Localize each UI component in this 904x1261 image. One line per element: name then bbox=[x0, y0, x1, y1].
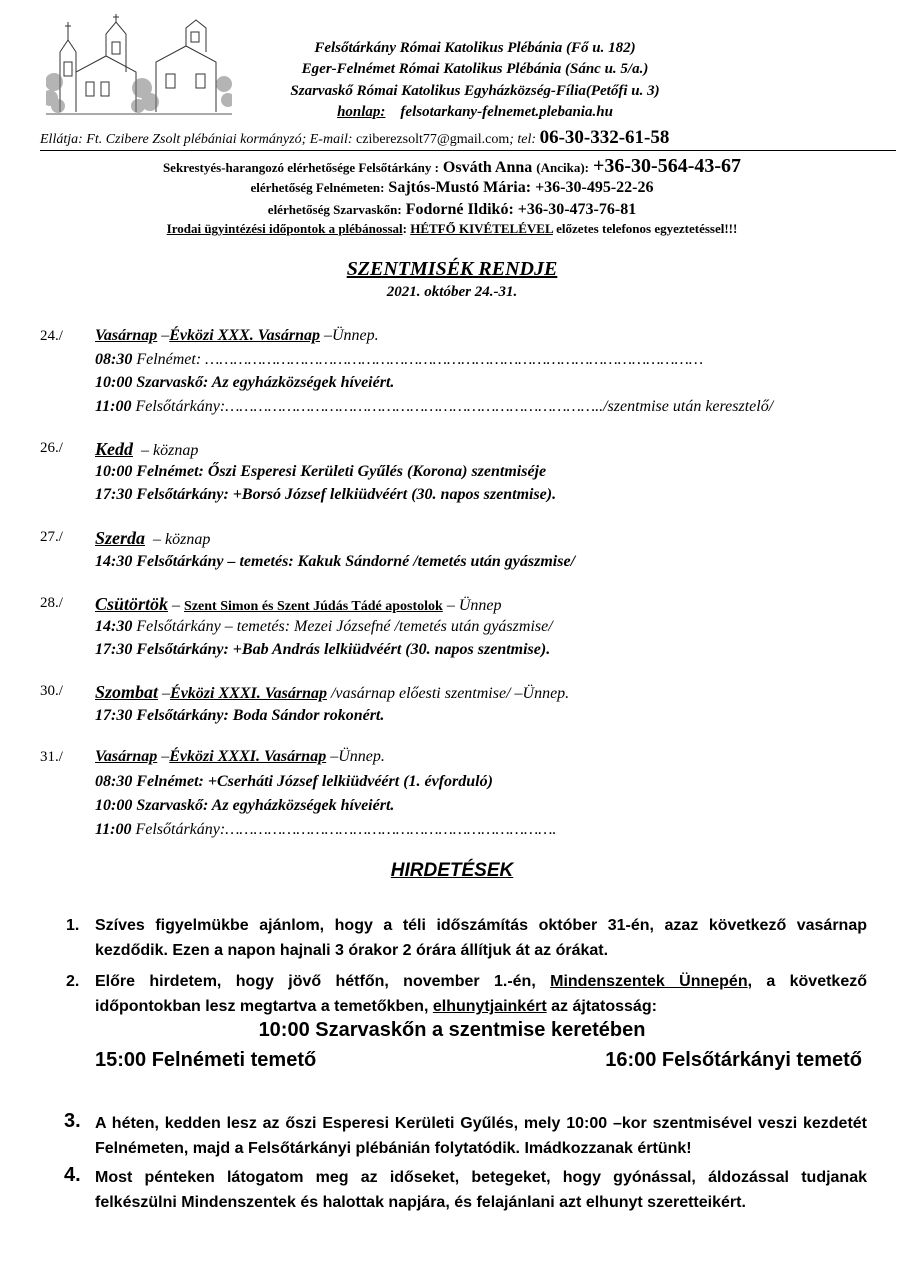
schedule-day-number: 27./ bbox=[40, 529, 63, 545]
announcements-title: HIRDETÉSEK bbox=[390, 860, 514, 881]
phone-number: 06-30-332-61-58 bbox=[539, 127, 670, 148]
tel-label: ; tel: bbox=[509, 132, 537, 147]
schedule-day-heading bbox=[95, 748, 385, 766]
mass-time: 14:30 bbox=[95, 553, 133, 570]
office-hours-note bbox=[0, 221, 904, 237]
announcement-number: 3. bbox=[64, 1110, 81, 1132]
mass-entry bbox=[95, 821, 556, 839]
schedule-occasion: Évközi XXXI. Vasárnap bbox=[170, 685, 327, 702]
schedule-occasion: Szent Simon és Szent Júdás Tádé apostolok bbox=[184, 599, 443, 614]
header-divider bbox=[40, 150, 896, 151]
schedule-day-number: 31./ bbox=[40, 749, 63, 765]
mass-intention: Felsőtárkány: +Borsó József lelkiüdvéért (30. napos szentmise). bbox=[132, 486, 557, 503]
contact-felnemet-text: Sajtós-Mustó Mária: +36-30-495-22-26 bbox=[388, 179, 654, 196]
announcement-number: 4. bbox=[64, 1164, 81, 1186]
contact-felnemet bbox=[0, 179, 904, 197]
mass-time: 10:00 bbox=[95, 797, 133, 814]
header-website bbox=[240, 104, 710, 121]
announcement-2 bbox=[95, 969, 867, 1019]
schedule-occasion-type: –Ünnep. bbox=[319, 327, 379, 344]
schedule-occasion-type: – köznap bbox=[149, 531, 211, 548]
mass-entry bbox=[95, 374, 394, 392]
mass-time: 17:30 bbox=[95, 641, 133, 658]
schedule-day-name: Szombat bbox=[95, 682, 159, 702]
time-felnemet-cemetery: 15:00 Felnémeti temető bbox=[95, 1049, 317, 1071]
office-note: előzetes telefonos egyeztetéssel!!! bbox=[556, 221, 738, 236]
schedule-day-name: Csütörtök bbox=[95, 594, 169, 614]
schedule-occasion: Évközi XXX. Vasárnap bbox=[169, 327, 320, 344]
schedule-day-heading bbox=[95, 682, 569, 703]
schedule-occasion-type: – köznap bbox=[137, 442, 199, 459]
mass-schedule-title: SZENTMISÉK RENDJE bbox=[346, 258, 558, 280]
mass-time: 08:30 bbox=[95, 351, 133, 368]
mass-entry bbox=[95, 463, 546, 481]
mass-time: 11:00 bbox=[95, 398, 132, 415]
schedule-day-heading bbox=[95, 528, 210, 549]
sacristan-name: Osváth Anna bbox=[442, 159, 533, 176]
schedule-occasion-type: –Ünnep. bbox=[326, 748, 385, 765]
mass-intention: Felsőtárkány: Boda Sándor rokonért. bbox=[132, 707, 385, 724]
church-logo-image bbox=[46, 12, 232, 116]
sacristan-label: Sekrestyés-harangozó elérhetősége Felsőtárkány : bbox=[162, 160, 439, 175]
header-parish-2: Eger-Felnémet Római Katolikus Plébánia (Sánc u. 5/a.) bbox=[301, 61, 649, 77]
contact-szarvasko-label: elérhetőség Szarvaskőn: bbox=[267, 202, 402, 217]
mass-entry bbox=[95, 797, 394, 815]
mass-intention: Felnémet: +Cserháti József lelkiüdvéért (1. évforduló) bbox=[132, 773, 493, 790]
mass-intention: Szarvaskő: Az egyházközségek híveiért. bbox=[132, 374, 395, 391]
mass-intention: Felnémet: …………………………………………………………………………………………… bbox=[132, 351, 704, 368]
sacristan-phone: +36-30-564-43-67 bbox=[593, 155, 742, 177]
sacristan-nick: (Ancika): bbox=[536, 160, 589, 175]
announcement-2-deceased: elhunytjainkért bbox=[432, 998, 547, 1015]
announcement-3: A héten, kedden lesz az őszi Esperesi Kerületi Gyűlés, mely 10:00 –kor szentmisével veszi kezdetét Felnémeten, majd a Felsőtárkányi plébánián folytatódik. Imádkozzanak értünk! bbox=[95, 1115, 867, 1157]
mass-time: 08:30 bbox=[95, 773, 133, 790]
schedule-day-heading bbox=[95, 439, 198, 460]
contact-felnemet-label: elérhetőség Felnémeten: bbox=[250, 180, 385, 195]
schedule-separator: – bbox=[157, 748, 170, 765]
mass-intention: Felsőtárkány – temetés: Kakuk Sándorné /temetés után gyászmise/ bbox=[132, 553, 576, 570]
schedule-separator: – bbox=[157, 327, 170, 344]
mass-intention: Felsőtárkány:……………………………………………………………. bbox=[131, 821, 557, 838]
website-label: honlap: bbox=[337, 104, 386, 120]
schedule-day-name: Kedd bbox=[95, 439, 133, 459]
mass-entry bbox=[95, 773, 493, 791]
contact-line bbox=[40, 127, 900, 149]
time-felsotarkany-cemetery: 16:00 Felsőtárkányi temető bbox=[605, 1049, 862, 1071]
contact-szarvasko-text: Fodorné Ildikó: +36-30-473-76-81 bbox=[405, 201, 637, 218]
mass-entry bbox=[95, 351, 703, 369]
mass-entry bbox=[95, 641, 550, 659]
contact-szarvasko bbox=[0, 201, 904, 219]
mass-intention: Felnémet: Őszi Esperesi Kerületi Gyűlés (Korona) szentmiséje bbox=[132, 463, 547, 480]
office-hours-label: Irodai ügyintézési időpontok a plébánossal bbox=[166, 221, 403, 236]
header-parish-1: Felsőtárkány Római Katolikus Plébánia (Fő u. 182) bbox=[314, 40, 636, 56]
schedule-day-name: Vasárnap bbox=[95, 327, 158, 344]
announcement-2-text-e: az ájtatosság: bbox=[546, 998, 657, 1015]
schedule-day-heading bbox=[95, 327, 379, 345]
website-url[interactable]: felsotarkany-felnemet.plebania.hu bbox=[400, 104, 613, 120]
mass-schedule-date: 2021. október 24.-31. bbox=[386, 284, 518, 300]
schedule-occasion-type: – Ünnep bbox=[442, 597, 502, 614]
announcement-number: 2. bbox=[66, 973, 80, 990]
mass-intention: Felsőtárkány – temetés: Mezei Józsefné /temetés után gyászmise/ bbox=[132, 618, 553, 635]
mass-entry bbox=[95, 486, 556, 504]
schedule-separator: – bbox=[168, 597, 185, 614]
schedule-day-number: 26./ bbox=[40, 440, 63, 456]
sacristan-line-1 bbox=[0, 155, 904, 178]
schedule-occasion: Évközi XXXI. Vasárnap bbox=[169, 748, 327, 765]
mass-entry bbox=[95, 618, 553, 636]
announcement-2-text-a: Előre hirdetem, hogy jövő hétfőn, november 1.-én, bbox=[95, 973, 551, 990]
schedule-day-name: Szerda bbox=[95, 528, 146, 548]
announcement-1: Szíves figyelmükbe ajánlom, hogy a téli időszámítás október 31-én, azaz következő vasárnap kezdődik. Ezen a napon hajnali 3 órakor 2 órára állítjuk át az órákat. bbox=[95, 917, 867, 959]
time-szarvasko: 10:00 Szarvaskőn a szentmise keretében bbox=[258, 1019, 646, 1041]
mass-time: 11:00 bbox=[95, 821, 132, 838]
mass-intention: Szarvaskő: Az egyházközségek híveiért. bbox=[132, 797, 395, 814]
schedule-occasion-type: /vasárnap előesti szentmise/ –Ünnep. bbox=[326, 685, 570, 702]
office-exception: HÉTFŐ KIVÉTELÉVEL bbox=[410, 221, 553, 236]
email-link[interactable]: cziberezsolt77@gmail.com bbox=[356, 132, 510, 147]
mass-intention: Felsőtárkány: +Bab András lelkiüdvéért (30. napos szentmise). bbox=[132, 641, 551, 658]
header-parish-3: Szarvaskő Római Katolikus Egyházközség-Fília(Petőfi u. 3) bbox=[290, 83, 660, 99]
contact-prefix: Ellátja: Ft. Czibere Zsolt plébániai kormányzó; E-mail: bbox=[40, 132, 353, 147]
schedule-day-number: 30./ bbox=[40, 683, 63, 699]
schedule-day-heading bbox=[95, 594, 501, 615]
office-colon: : bbox=[402, 221, 407, 236]
announcement-2-text-c: , a következő időpontokban lesz megtartva a temetőkben, bbox=[95, 973, 868, 1015]
mass-time: 10:00 bbox=[95, 374, 133, 391]
mass-entry bbox=[95, 553, 575, 571]
mass-intention: Felsőtárkány:……………………………………………………………………../szentmise után keresztelő/ bbox=[131, 398, 774, 415]
mass-time: 10:00 bbox=[95, 463, 133, 480]
mass-entry bbox=[95, 398, 773, 416]
schedule-separator: – bbox=[158, 685, 171, 702]
schedule-day-number: 24./ bbox=[40, 328, 63, 344]
mass-time: 14:30 bbox=[95, 618, 133, 635]
mass-time: 17:30 bbox=[95, 707, 133, 724]
announcement-number: 1. bbox=[66, 917, 80, 934]
mass-time: 17:30 bbox=[95, 486, 133, 503]
announcement-2-feast: Mindenszentek Ünnepén bbox=[550, 973, 748, 990]
mass-entry bbox=[95, 707, 384, 725]
schedule-day-number: 28./ bbox=[40, 595, 63, 611]
announcement-4: Most pénteken látogatom meg az időseket, betegeket, hogy gyónással, áldozással tudjanak felkészülni Mindenszentek és halottak napjára, és felajánlani azt elhunyt szeretteikért. bbox=[95, 1169, 867, 1211]
schedule-day-name: Vasárnap bbox=[95, 748, 158, 765]
